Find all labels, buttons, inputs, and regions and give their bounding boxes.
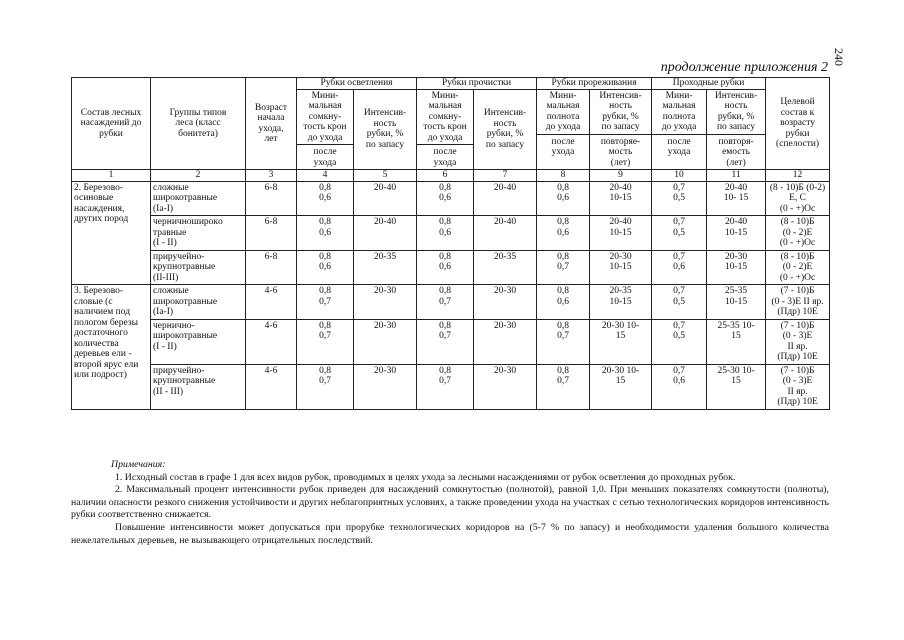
header-osvetlenie: Рубки осветления: [297, 78, 417, 90]
value-cell: (7 - 10)Б (0 - 3)Е II яр. (Пдр) 10Е: [766, 285, 830, 320]
column-number: 6: [417, 170, 474, 182]
value-cell: 20-35: [354, 250, 417, 285]
value-cell: 25-30 10- 15: [707, 364, 766, 409]
column-number: 9: [590, 170, 652, 182]
value-cell: 0,8 0,6: [417, 250, 474, 285]
value-cell: 0,7 0,5: [652, 181, 707, 216]
value-cell: 0,8 0,7: [417, 319, 474, 364]
header-min-density-2: Мини- мальная полнота до ухода после ухода: [652, 89, 707, 170]
value-cell: 0,7 0,5: [652, 216, 707, 251]
value-cell: 20-30: [354, 364, 417, 409]
header-prochistka: Рубки прочистки: [417, 78, 537, 90]
value-cell: 0,8 0,6: [537, 216, 590, 251]
table-row: [72, 181, 830, 216]
value-cell: 20-40 10-15: [590, 181, 652, 216]
note-3: Повышение интенсивности может допускаться при прорубке технологических коридоров на (5-7 % по запасу) и необходимости удаления большого количества нежелательных деревьев, не вызывающего отрицательных последствий.: [71, 521, 829, 546]
value-cell: 0,7 0,5: [652, 319, 707, 364]
table-row: [72, 250, 830, 285]
age-cell: 6-8: [246, 250, 297, 285]
value-cell: 25-35 10-15: [707, 285, 766, 320]
forest-type-cell: чернично- широкотравные (I - II): [151, 319, 246, 364]
header-min-closure-2: Мини- мальная сомкну- тость крон до ухода после ухода: [417, 89, 474, 170]
header-composition: Состав лесных насаждений до рубки: [72, 78, 151, 170]
composition-cell: 2. Березово-осиновые насаждения, других пород: [72, 181, 151, 285]
column-number: 3: [246, 170, 297, 182]
age-cell: 4-6: [246, 285, 297, 320]
value-cell: 20-30 10- 15: [590, 364, 652, 409]
header-age: Возраст начала ухода, лет: [246, 78, 297, 170]
age-cell: 4-6: [246, 364, 297, 409]
value-cell: 20-30: [354, 319, 417, 364]
column-number: 11: [707, 170, 766, 182]
header-intensity-4: Интенсив- ность рубки, % по запасу повторя- емость (лет): [707, 89, 766, 170]
header-prorezhivanie: Рубки прореживания: [537, 78, 652, 90]
value-cell: 0,8 0,6: [537, 181, 590, 216]
value-cell: 20-30: [354, 285, 417, 320]
composition-cell: 3. Березово-словые (с наличием под пологом березы достаточного количества деревьев ели - второй ярус ели или подрост): [72, 285, 151, 410]
note-2: 2. Максимальный процент интенсивности рубок приведен для насаждений сомкнутостью (полнотой), равной 1,0. При меньших показателях сомкнутости (полноты), наличии опасности резкого снижения устойчивости и других неблагоприятных условиях, а также проведении ухода на участках с сетью технологических коридоров интенсивность рубки соответственно снижается.: [71, 484, 829, 521]
header-min-closure-1: Мини- мальная сомкну- тость крон до ухода после ухода: [297, 89, 354, 170]
value-cell: 20-40 10-15: [590, 216, 652, 251]
value-cell: 20-30 10-15: [707, 250, 766, 285]
value-cell: 0,8 0,7: [417, 285, 474, 320]
value-cell: 20-30: [474, 319, 537, 364]
column-number: 7: [474, 170, 537, 182]
column-number: 12: [766, 170, 830, 182]
table-row: [72, 285, 830, 320]
value-cell: 0,8 0,6: [297, 216, 354, 251]
value-cell: (7 - 10)Б (0 - 3)Е II яр. (Пдр) 10Е: [766, 364, 830, 409]
value-cell: 0,8 0,7: [297, 364, 354, 409]
column-number: 1: [72, 170, 151, 182]
value-cell: 20-40: [474, 181, 537, 216]
forest-type-cell: приручейно- крупнотравные (II - III): [151, 364, 246, 409]
header-min-density-1: Мини- мальная полнота до ухода после ухода: [537, 89, 590, 170]
column-number: 8: [537, 170, 590, 182]
value-cell: 20-30 10-15: [590, 250, 652, 285]
value-cell: 0,8 0,7: [297, 285, 354, 320]
value-cell: 25-35 10- 15: [707, 319, 766, 364]
table-row: [72, 364, 830, 409]
note-1: 1. Исходный состав в графе 1 для всех видов рубок, проводимых в целях ухода за лесными насаждениями от рубок осветления до проходных рубок.: [115, 471, 736, 483]
value-cell: 0,7 0,6: [652, 250, 707, 285]
value-cell: 0,7 0,5: [652, 285, 707, 320]
value-cell: 20-35: [474, 250, 537, 285]
header-target-composition: Целевой состав к возрасту рубки (спелости): [766, 78, 830, 170]
forest-care-table: [71, 77, 830, 410]
value-cell: 20-30: [474, 364, 537, 409]
column-number: 5: [354, 170, 417, 182]
value-cell: 20-40: [354, 181, 417, 216]
column-number: 4: [297, 170, 354, 182]
header-forest-type: Группы типов леса (класс бонитета): [151, 78, 246, 170]
age-cell: 6-8: [246, 181, 297, 216]
value-cell: 20-30: [474, 285, 537, 320]
value-cell: (7 - 10)Б (0 - 3)Е II яр. (Пдр) 10Е: [766, 319, 830, 364]
header-intensity-3: Интенсив- ность рубки, % по запасу повторяе- мость (лет): [590, 89, 652, 170]
value-cell: 0,8 0,6: [297, 250, 354, 285]
value-cell: 0,8 0,6: [537, 285, 590, 320]
column-number: 10: [652, 170, 707, 182]
page-number: 240: [832, 48, 846, 66]
header-prokhodnye: Проходные рубки: [652, 78, 766, 90]
value-cell: 20-30 10- 15: [590, 319, 652, 364]
notes-section: [71, 459, 829, 547]
value-cell: 20-35 10-15: [590, 285, 652, 320]
value-cell: 0,8 0,7: [417, 364, 474, 409]
forest-type-cell: сложные широкотравные (Iа-I): [151, 285, 246, 320]
value-cell: 20-40 10- 15: [707, 181, 766, 216]
column-number: 2: [151, 170, 246, 182]
value-cell: 0,8 0,7: [297, 319, 354, 364]
value-cell: 0,8 0,7: [537, 250, 590, 285]
notes-title: Примечания:: [111, 459, 166, 470]
value-cell: (8 - 10)Б (0-2) Е, С (0 - +)Ос: [766, 181, 830, 216]
value-cell: 0,7 0,6: [652, 364, 707, 409]
age-cell: 4-6: [246, 319, 297, 364]
column-numbers-row: [72, 170, 830, 182]
value-cell: (8 - 10)Б (0 - 2)Е (0 - +)Ос: [766, 216, 830, 251]
value-cell: 0,8 0,7: [537, 319, 590, 364]
value-cell: 20-40: [474, 216, 537, 251]
forest-type-cell: приручейно- крупнотравные (II-III): [151, 250, 246, 285]
value-cell: 20-40 10-15: [707, 216, 766, 251]
table-row: [72, 216, 830, 251]
forest-type-cell: сложные широкотравные (Iа-I): [151, 181, 246, 216]
continuation-caption: продолжение приложения 2: [660, 60, 828, 75]
value-cell: 0,8 0,6: [417, 216, 474, 251]
value-cell: 0,8 0,6: [417, 181, 474, 216]
table-row: [72, 319, 830, 364]
value-cell: 20-40: [354, 216, 417, 251]
value-cell: (8 - 10)Б (0 - 2)Е (0 - +)Ос: [766, 250, 830, 285]
age-cell: 6-8: [246, 216, 297, 251]
value-cell: 0,8 0,6: [297, 181, 354, 216]
forest-type-cell: черничноширокo травные (I - II): [151, 216, 246, 251]
header-intensity-1: Интенсив- ность рубки, % по запасу: [354, 89, 417, 170]
value-cell: 0,8 0,7: [537, 364, 590, 409]
header-intensity-2: Интенсив- ность рубки, % по запасу: [474, 89, 537, 170]
